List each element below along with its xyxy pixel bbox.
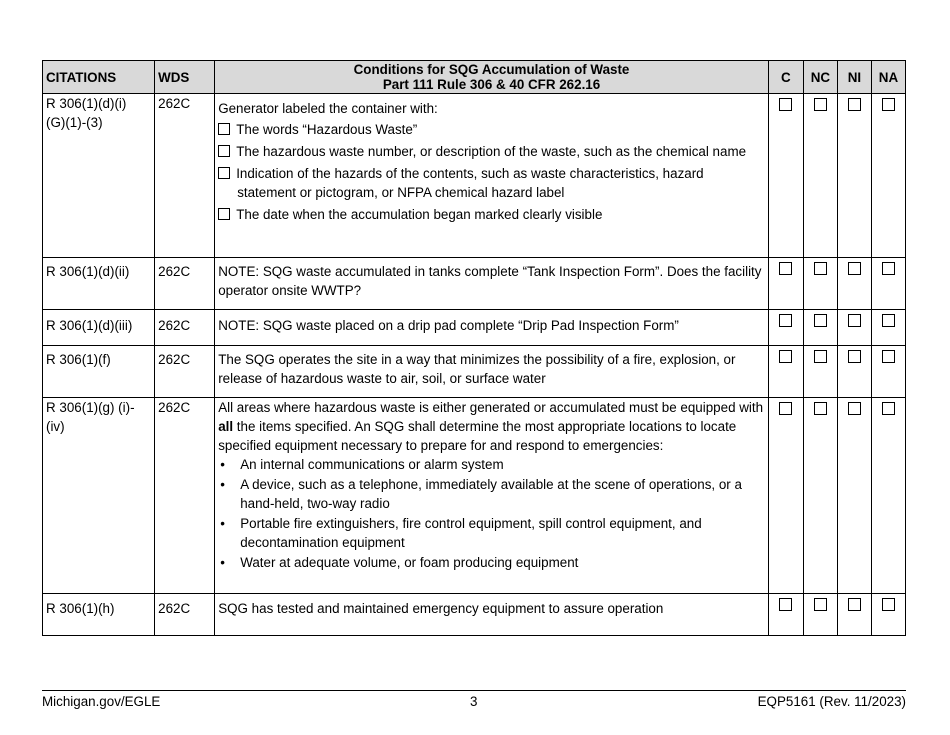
citation-cell xyxy=(43,94,155,258)
c-checkbox[interactable] xyxy=(779,314,792,327)
checkbox[interactable] xyxy=(218,145,230,157)
citation-text: R 306(1)(f) xyxy=(46,352,111,367)
ni-checkbox-cell xyxy=(837,94,871,258)
nc-checkbox-cell xyxy=(803,594,837,636)
c-checkbox-cell xyxy=(768,594,803,636)
wds-cell: 262C xyxy=(155,94,215,258)
ni-checkbox[interactable] xyxy=(848,262,861,275)
emphasis-all: all xyxy=(218,419,234,434)
bullet-item: • An internal communications or alarm system xyxy=(218,455,765,475)
ni-checkbox-cell xyxy=(837,258,871,310)
table-row xyxy=(43,398,906,594)
c-checkbox-cell xyxy=(768,94,803,258)
label-item: The hazardous waste number, or description of the waste, such as the chemical name xyxy=(218,142,765,161)
condition-intro: Generator labeled the container with: xyxy=(218,101,438,116)
ni-checkbox-cell xyxy=(837,594,871,636)
bullet-item: • A device, such as a telephone, immediately available at the scene of operations, or a hand-held, two-way radio xyxy=(218,475,765,514)
na-checkbox-cell xyxy=(871,594,905,636)
c-checkbox[interactable] xyxy=(779,98,792,111)
ni-checkbox-cell xyxy=(837,398,871,594)
na-checkbox[interactable] xyxy=(882,350,895,363)
header-nc: NC xyxy=(803,61,837,94)
nc-checkbox-cell xyxy=(803,346,837,398)
bullet-item: • Water at adequate volume, or foam producing equipment xyxy=(218,553,765,573)
table-header-row xyxy=(43,61,906,94)
nc-checkbox[interactable] xyxy=(814,314,827,327)
table-row xyxy=(43,346,906,398)
header-c: C xyxy=(768,61,803,94)
na-checkbox-cell xyxy=(871,346,905,398)
na-checkbox[interactable] xyxy=(882,98,895,111)
citation-cell xyxy=(43,258,155,310)
wds-cell: 262C xyxy=(155,346,215,398)
ni-checkbox[interactable] xyxy=(848,598,861,611)
table-row xyxy=(43,594,906,636)
na-checkbox-cell xyxy=(871,258,905,310)
table-row xyxy=(43,258,906,310)
header-citations: CITATIONS xyxy=(43,61,155,94)
ni-checkbox[interactable] xyxy=(848,402,861,415)
c-checkbox-cell xyxy=(768,346,803,398)
condition-cell: NOTE: SQG waste accumulated in tanks complete “Tank Inspection Form”. Does the facility operator onsite WWTP? xyxy=(215,258,769,310)
nc-checkbox[interactable] xyxy=(814,598,827,611)
na-checkbox-cell xyxy=(871,310,905,346)
header-ni: NI xyxy=(837,61,871,94)
c-checkbox-cell xyxy=(768,258,803,310)
nc-checkbox-cell xyxy=(803,258,837,310)
footer-site: Michigan.gov/EGLE xyxy=(42,694,161,709)
condition-cell: The SQG operates the site in a way that minimizes the possibility of a fire, explosion, or release of hazardous waste to air, soil, or surface water xyxy=(215,346,769,398)
citation-cell xyxy=(43,310,155,346)
citation-cell xyxy=(43,398,155,594)
checkbox[interactable] xyxy=(218,167,230,179)
nc-checkbox[interactable] xyxy=(814,262,827,275)
ni-checkbox[interactable] xyxy=(848,314,861,327)
nc-checkbox[interactable] xyxy=(814,350,827,363)
header-wds: WDS xyxy=(155,61,215,94)
header-conditions-line1: Conditions for SQG Accumulation of Waste xyxy=(353,62,630,77)
wds-cell: 262C xyxy=(155,258,215,310)
citation-text: (G)(1)-(3) xyxy=(46,115,103,130)
label-item: The words “Hazardous Waste” xyxy=(218,120,765,139)
citation-text: R 306(1)(g) (i)- xyxy=(46,400,135,415)
c-checkbox[interactable] xyxy=(779,598,792,611)
na-checkbox-cell xyxy=(871,94,905,258)
nc-checkbox-cell xyxy=(803,398,837,594)
wds-cell: 262C xyxy=(155,310,215,346)
na-checkbox[interactable] xyxy=(882,598,895,611)
nc-checkbox[interactable] xyxy=(814,402,827,415)
bullet-item: • Portable fire extinguishers, fire control equipment, spill control equipment, and decontamination equipment xyxy=(218,514,765,553)
na-checkbox-cell xyxy=(871,398,905,594)
header-conditions xyxy=(215,61,769,94)
citation-text: (iv) xyxy=(46,419,65,434)
footer-page-number: 3 xyxy=(470,694,478,709)
header-conditions-line2: Part 111 Rule 306 & 40 CFR 262.16 xyxy=(382,77,601,92)
ni-checkbox-cell xyxy=(837,310,871,346)
na-checkbox[interactable] xyxy=(882,262,895,275)
condition-cell: SQG has tested and maintained emergency equipment to assure operation xyxy=(215,594,769,636)
na-checkbox[interactable] xyxy=(882,402,895,415)
footer-form-id: EQP5161 (Rev. 11/2023) xyxy=(757,694,906,709)
ni-checkbox-cell xyxy=(837,346,871,398)
ni-checkbox[interactable] xyxy=(848,350,861,363)
wds-cell: 262C xyxy=(155,398,215,594)
table-row xyxy=(43,94,906,258)
condition-cell: NOTE: SQG waste placed on a drip pad complete “Drip Pad Inspection Form” xyxy=(215,310,769,346)
page-footer xyxy=(42,690,906,709)
table-row xyxy=(43,310,906,346)
c-checkbox[interactable] xyxy=(779,402,792,415)
citation-text: R 306(1)(d)(ii) xyxy=(46,264,130,279)
header-na: NA xyxy=(871,61,905,94)
label-item: Indication of the hazards of the contents, such as waste characteristics, hazard statement or pictogram, or NFPA chemical hazard label xyxy=(218,164,765,202)
condition-cell xyxy=(215,94,769,258)
checkbox[interactable] xyxy=(218,123,230,135)
condition-paragraph: All areas where hazardous waste is either generated or accumulated must be equipped with all the items specified. An SQG shall determine the most appropriate locations to locate specified equipment necessary to prepare for and respond to emergencies: xyxy=(218,400,764,453)
citation-text: R 306(1)(d)(i) xyxy=(46,96,127,111)
nc-checkbox-cell xyxy=(803,310,837,346)
wds-cell: 262C xyxy=(155,594,215,636)
c-checkbox-cell xyxy=(768,398,803,594)
citation-cell xyxy=(43,594,155,636)
citation-text: R 306(1)(d)(iii) xyxy=(46,318,133,333)
na-checkbox[interactable] xyxy=(882,314,895,327)
condition-cell xyxy=(215,398,769,594)
citation-cell xyxy=(43,346,155,398)
sqg-accumulation-table xyxy=(42,60,906,636)
c-checkbox-cell xyxy=(768,310,803,346)
citation-text: R 306(1)(h) xyxy=(46,601,115,616)
c-checkbox[interactable] xyxy=(779,262,792,275)
ni-checkbox[interactable] xyxy=(848,98,861,111)
nc-checkbox[interactable] xyxy=(814,98,827,111)
c-checkbox[interactable] xyxy=(779,350,792,363)
nc-checkbox-cell xyxy=(803,94,837,258)
label-item: The date when the accumulation began marked clearly visible xyxy=(218,205,765,224)
checkbox[interactable] xyxy=(218,208,230,220)
